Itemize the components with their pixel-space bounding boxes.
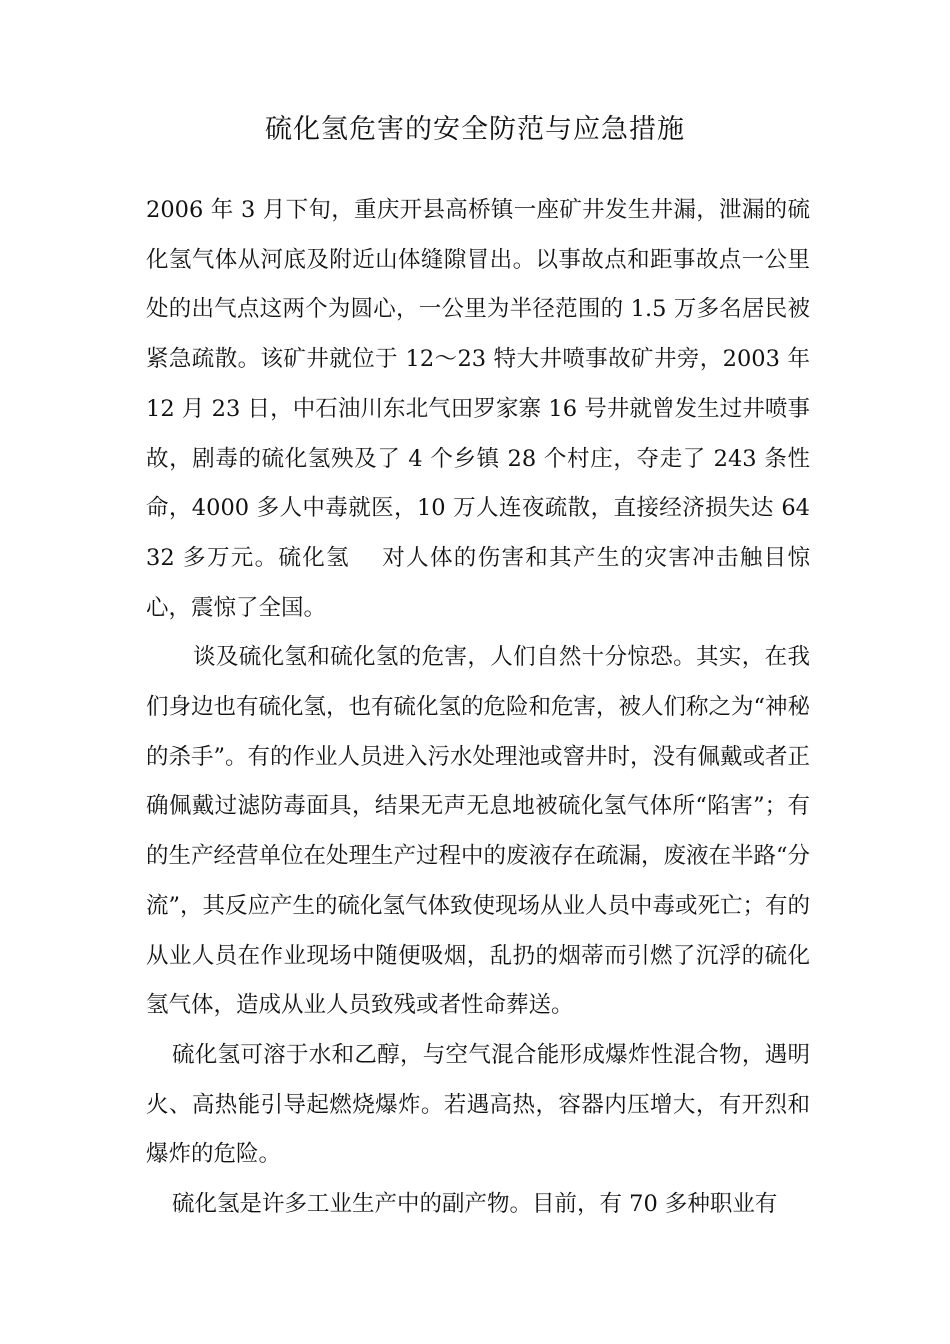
paragraph-hazards: 谈及硫化氢和硫化氢的危害，人们自然十分惊恐。其实，在我们身边也有硫化氢，也有硫化氢的危险和危害，被人们称之为“神秘的杀手”。有的作业人员进入污水处理池或窨井时，没有佩戴或者正确佩戴过滤防毒面具，结果无声无息地被硫化氢气体所“陷害”；有的生产经营单位在处理生产过程中的废液存在疏漏，废液在半路“分流”，其反应产生的硫化氢气体致使现场从业人员中毒或死亡；有的从业人员在作业现场中随便吸烟，乱扔的烟蒂而引燃了沉浮的硫化氢气体，造成从业人员致残或者性命葬送。 [146, 644, 811, 1019]
paragraph-properties: 硫化氢可溶于水和乙醇，与空气混合能形成爆炸性混合物，遇明火、高热能引导起燃烧爆炸。若遇高热，容器内压增大，有开烈和爆炸的危险。 [146, 1041, 810, 1168]
document-title: 硫化氢危害的安全防范与应急措施 [265, 114, 685, 145]
paragraph-incident: 2006 年 3 月下旬，重庆开县高桥镇一座矿井发生井漏，泄漏的硫化氢气体从河底及附近山体缝隙冒出。以事故点和距事故点一公里处的出气点这两个为圆心，一公里为半径范围的 1.5 万多名居民被紧急疏散。该矿井就位于 12～23 特大井喷事故矿井旁，2003 年 12 月 23 日，中石油川东北气田罗家寨 16 号井就曾发生过井喷事故，剧毒的硫化氢殃及了 4 个乡镇 28 个村庄，夺走了 243 条性命，4000 多人中毒就医，10 万人连夜疏散，直接经济损失达 6432 多万元。硫化氢 对人体的伤害和其产生的灾害冲击触目惊心，震惊了全国。 [146, 197, 810, 621]
paragraph-byproduct: 硫化氢是许多工业生产中的副产物。目前，有 70 多种职业有 [172, 1191, 778, 1218]
document-body [146, 186, 810, 1230]
